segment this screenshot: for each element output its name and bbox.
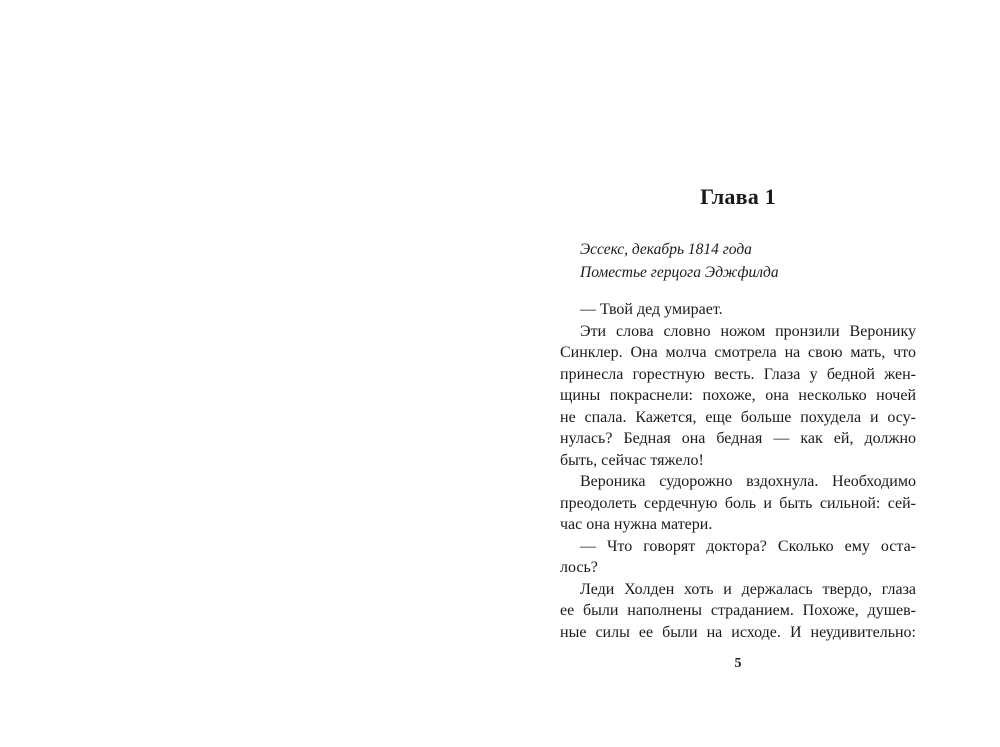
epigraph xyxy=(580,238,916,284)
body-text xyxy=(560,299,916,643)
text-line: преодолеть сердечную боль и быть сильной: сей- xyxy=(560,494,916,512)
text-line: ее были наполнены страданием. Похоже, душев- xyxy=(560,602,916,619)
text-line: — Что говорят доктора? Сколько ему оста- xyxy=(580,537,916,555)
text-line: Эти слова словно ножом пронзили Веронику xyxy=(580,322,916,340)
text-line: — Твой дед умирает. xyxy=(580,301,723,318)
right-page xyxy=(560,0,916,747)
text-line: Вероника судорожно вздохнула. Необходимо xyxy=(580,473,916,490)
epigraph-line-estate: Поместье герцога Эджфилда xyxy=(580,264,779,281)
text-line: щины покраснели: похоже, она несколько ночей xyxy=(560,387,916,404)
epigraph-line-place-date: Эссекс, декабрь 1814 года xyxy=(580,241,752,258)
text-line: не спала. Кажется, еще больше похудела и осу- xyxy=(560,408,916,426)
text-line: Леди Холден хоть и держалась твердо, глаза xyxy=(580,580,916,598)
text-line: лось? xyxy=(560,559,598,576)
page-number: 5 xyxy=(734,656,742,671)
text-line: быть, сейчас тяжело! xyxy=(560,451,704,469)
chapter-title: Глава 1 xyxy=(700,184,776,209)
text-line: ные силы ее были на исходе. И неудивительно: xyxy=(560,623,916,641)
text-line: нулась? Бедная она бедная — как ей, должно xyxy=(560,430,916,447)
text-line: час она нужна матери. xyxy=(560,516,713,533)
text-line: Синклер. Она молча смотрела на свою мать, что xyxy=(560,344,916,361)
text-line: принесла горестную весть. Глаза у бедной жен- xyxy=(560,365,916,383)
